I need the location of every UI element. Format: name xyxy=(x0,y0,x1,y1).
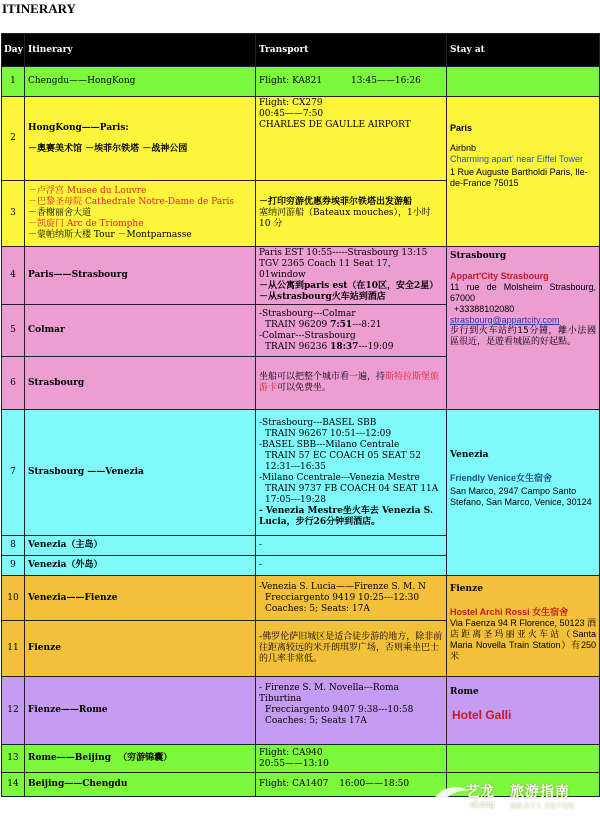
transport-cell xyxy=(256,305,447,357)
day-cell: 6 xyxy=(2,357,25,410)
itinerary-cell: Colmar xyxy=(25,305,256,357)
airport-name: CHARLES DE GAULLE AIRPORT xyxy=(259,120,411,130)
route-label: Rome——Beijing xyxy=(28,753,111,763)
day-cell: 2 xyxy=(2,97,25,181)
stay-address: Via Faenza 94 R Florence, 50123 酒店距离圣玛丽亚火车站（Santa Maria Novella Train Station）有250米 xyxy=(450,618,596,661)
train-time: 17:05---19:28 xyxy=(265,494,326,505)
flight-time: 00:45——7:50 xyxy=(259,109,324,119)
sight-champs-elysees: －香榭丽舍大道 xyxy=(28,208,92,218)
slogan: 旅游指南 xyxy=(510,784,570,800)
day-cell: 8 xyxy=(2,536,25,556)
transfer-note: －从公寓到paris est（在10区，安全2星） xyxy=(259,281,439,291)
transport-cell xyxy=(256,410,447,536)
train-route: -Milano Ccentrale---Venezia Mestre xyxy=(259,472,420,483)
flight-time: 16:00——18:50 xyxy=(339,779,410,789)
transport-cell xyxy=(256,773,447,797)
stay-phone: +33388102080 xyxy=(454,304,515,314)
train-seat: TRAIN 57 EC COACH 05 SEAT 52 xyxy=(265,450,421,461)
day-cell: 3 xyxy=(2,181,25,247)
train-route: -Venezia S. Lucia——Firenze S. M. N xyxy=(259,581,426,592)
itinerary-cell: Strasbourg xyxy=(25,357,256,410)
train-departure: 18:37 xyxy=(330,341,359,352)
sight-notre-dame: －巴黎圣母院 Cathedrale Notre-Dame de Paris xyxy=(28,197,234,207)
train-route: -Strasbourg---BASEL SBB xyxy=(259,417,377,428)
table-row xyxy=(2,576,600,621)
stay-address: San Marco, 2947 Campo Santo Stefano, San Marco, Venice, 30124 xyxy=(450,486,592,507)
itinerary-cell: Fienze——Rome xyxy=(25,677,256,745)
page-title: ITINERARY xyxy=(2,1,76,16)
table-row xyxy=(2,67,600,97)
train-time: 12:31---16:35 xyxy=(265,461,326,472)
sights-list: －奥赛美术馆 －埃菲尔铁塔 －战神公园 xyxy=(28,143,188,154)
itinerary-table xyxy=(1,33,600,797)
train-route: Paris EST 10:55-----Strasbourg 13:15 xyxy=(259,248,428,258)
header-day: Day xyxy=(2,34,25,67)
day-cell: 11 xyxy=(2,621,25,677)
day-cell: 5 xyxy=(2,305,25,357)
header-row xyxy=(2,34,600,67)
stay-city: Venezia xyxy=(450,450,489,460)
transport-cell xyxy=(256,677,447,745)
train-seat: Coaches: 5; Seats: 17A xyxy=(265,603,370,614)
itinerary-cell xyxy=(25,181,256,247)
transport-cell xyxy=(256,97,447,181)
sight-louvre: －卢浮宫 Musee du Louvre xyxy=(28,186,147,196)
transport-cell xyxy=(256,67,447,97)
day-cell: 12 xyxy=(2,677,25,745)
flight-number: Flight: CA940 xyxy=(259,747,323,758)
stay-cell xyxy=(447,745,600,773)
train-route: -Colmar---Strasbourg xyxy=(259,330,356,341)
stay-name: Friendly Venice女生宿舍 xyxy=(450,473,553,483)
transport-cell: -佛罗伦萨旧城区是适合徒步游的地方，除非前往距离较远的米开朗琪罗广场，否则乘坐巴士的几率非常低。 xyxy=(256,621,447,677)
train-route: - Firenze S. M. Novella---Roma Tiburtina xyxy=(259,683,399,704)
transfer-note: - Venezia Mestre坐火车去 Venezia S. Lucia，步行26分钟到酒店。 xyxy=(259,505,433,527)
stay-cell-paris xyxy=(447,97,600,247)
transport-cell xyxy=(256,745,447,773)
train-time xyxy=(259,342,443,353)
brand-cn: 艺龙 xyxy=(466,784,494,800)
itinerary-cell: Beijing——Chengdu xyxy=(25,773,256,797)
header-stay: Stay at xyxy=(447,34,600,67)
itinerary-cell: Venezia——Fienze xyxy=(25,576,256,621)
train-number: TRAIN 96236 xyxy=(265,341,328,352)
flight-number: Flight: KA821 xyxy=(259,76,323,86)
stay-name: Hotel Galli xyxy=(452,708,512,722)
train-route: -BASEL SBB---Milano Centrale xyxy=(259,439,400,450)
boat-note: 塞纳河游船（Bateaux mouches），1小时 10 分 xyxy=(259,208,431,229)
stay-city: Paris xyxy=(450,123,473,133)
slogan-sub: 旅游 在于人 无处不发现 xyxy=(510,803,574,810)
transport-cell xyxy=(256,576,447,621)
train-time xyxy=(259,320,443,331)
table-row xyxy=(2,745,600,773)
stay-city: Rome xyxy=(450,687,479,697)
stay-cell-fienze xyxy=(447,576,600,677)
elong-watermark xyxy=(426,781,594,815)
stay-cell-venezia xyxy=(447,410,600,576)
transport-cell xyxy=(256,181,447,247)
header-itinerary: Itinerary xyxy=(25,34,256,67)
flight-number: Flight: CX279 xyxy=(259,98,323,108)
transport-cell: - xyxy=(256,556,447,576)
train-time: Frecciargento 9419 10:25---12:30 xyxy=(265,592,420,603)
train-route: -Strasbourg---Colmar xyxy=(259,308,356,319)
sight-arc: －凯旋门 Arc de Triomphe xyxy=(28,219,144,229)
flight-time: 20:55——13:10 xyxy=(259,758,329,769)
table-row xyxy=(2,410,600,536)
stay-cell-rome xyxy=(447,677,600,745)
guide-note: （穷游锦囊） xyxy=(118,753,173,763)
sight-montparnasse: －蒙帕纳斯大楼 Tour －Montparnasse xyxy=(28,230,192,240)
day-cell: 14 xyxy=(2,773,25,797)
route-label: HongKong——Paris: xyxy=(28,122,129,133)
boat-note-end: 可以免费坐。 xyxy=(277,383,332,393)
stay-address: 1 Rue Auguste Bartholdi Paris, Ile-de-France 75015 xyxy=(450,167,588,188)
header-transport: Transport xyxy=(256,34,447,67)
day-cell: 13 xyxy=(2,745,25,773)
table-row xyxy=(2,247,600,305)
table-row xyxy=(2,677,600,745)
itinerary-cell: Venezia（外岛） xyxy=(25,556,256,576)
train-time: Frecciargento 9407 9:38---10:58 xyxy=(265,705,414,715)
day-cell: 10 xyxy=(2,576,25,621)
itinerary-cell: Strasbourg ——Venezia xyxy=(25,410,256,536)
day-cell: 1 xyxy=(2,67,25,97)
day-cell: 9 xyxy=(2,556,25,576)
flight-time: 13:45——16:26 xyxy=(350,76,421,86)
itinerary-cell: Venezia（主岛） xyxy=(25,536,256,556)
boat-note: 坐船可以把整个城市看一遍，持 xyxy=(259,372,386,382)
stay-address: 11 rue de Molsheim Strasbourg, 67000 xyxy=(450,282,596,303)
transport-cell xyxy=(256,247,447,305)
itinerary-cell: Chengdu——HongKong xyxy=(25,67,256,97)
train-seat: TRAIN 9737 FB COACH 04 SEAT 11A xyxy=(265,483,439,494)
table-row xyxy=(2,97,600,181)
stay-cell xyxy=(447,67,600,97)
transport-cell xyxy=(256,357,447,410)
itinerary-cell xyxy=(25,97,256,181)
day-cell: 7 xyxy=(2,410,25,536)
stay-name: Airbnb xyxy=(450,143,477,153)
train-arrival: ---8:21 xyxy=(352,319,382,330)
stay-name: Appart'City Strasbourg xyxy=(450,271,549,281)
stay-note: 步行到火车站约15分鐘，離小法國區很近，是遊看城區的好起點。 xyxy=(450,326,596,347)
train-time: TRAIN 96267 10:51---12:09 xyxy=(265,428,392,439)
transfer-note: －从strasbourg火车站到酒店 xyxy=(259,292,386,302)
itinerary-cell: Paris——Strasbourg xyxy=(25,247,256,305)
stay-link[interactable]: Charming apart' near Eiffel Tower xyxy=(450,154,583,164)
train-seat: Coaches: 5; Seats 17A xyxy=(265,716,367,726)
stay-email[interactable]: strasbourg@appartcity.com xyxy=(450,315,560,325)
itinerary-cell xyxy=(25,745,256,773)
train-number: TRAIN 96209 xyxy=(265,319,328,330)
stay-name: Hostel Archi Rossi 女生宿舍 xyxy=(450,607,569,617)
train-departure: 7:51 xyxy=(330,319,353,330)
stay-city: Fienze xyxy=(450,584,483,594)
flight-number: Flight: CA1407 xyxy=(259,779,329,789)
day-cell: 4 xyxy=(2,247,25,305)
itinerary-cell: Fienze xyxy=(25,621,256,677)
stay-city: Strasbourg xyxy=(450,251,507,261)
transport-cell: - xyxy=(256,536,447,556)
coupon-note: －打印穷游优惠券埃菲尔铁塔出发游船 xyxy=(259,197,413,207)
train-seat: TGV 2365 Coach 11 Seat 17，01window xyxy=(259,259,397,280)
brand-en: eLong xyxy=(470,800,495,809)
train-arrival: ---19:09 xyxy=(358,341,394,352)
stay-cell-strasbourg xyxy=(447,247,600,410)
tourist-card: 斯特拉斯堡旅游卡 xyxy=(259,372,440,393)
